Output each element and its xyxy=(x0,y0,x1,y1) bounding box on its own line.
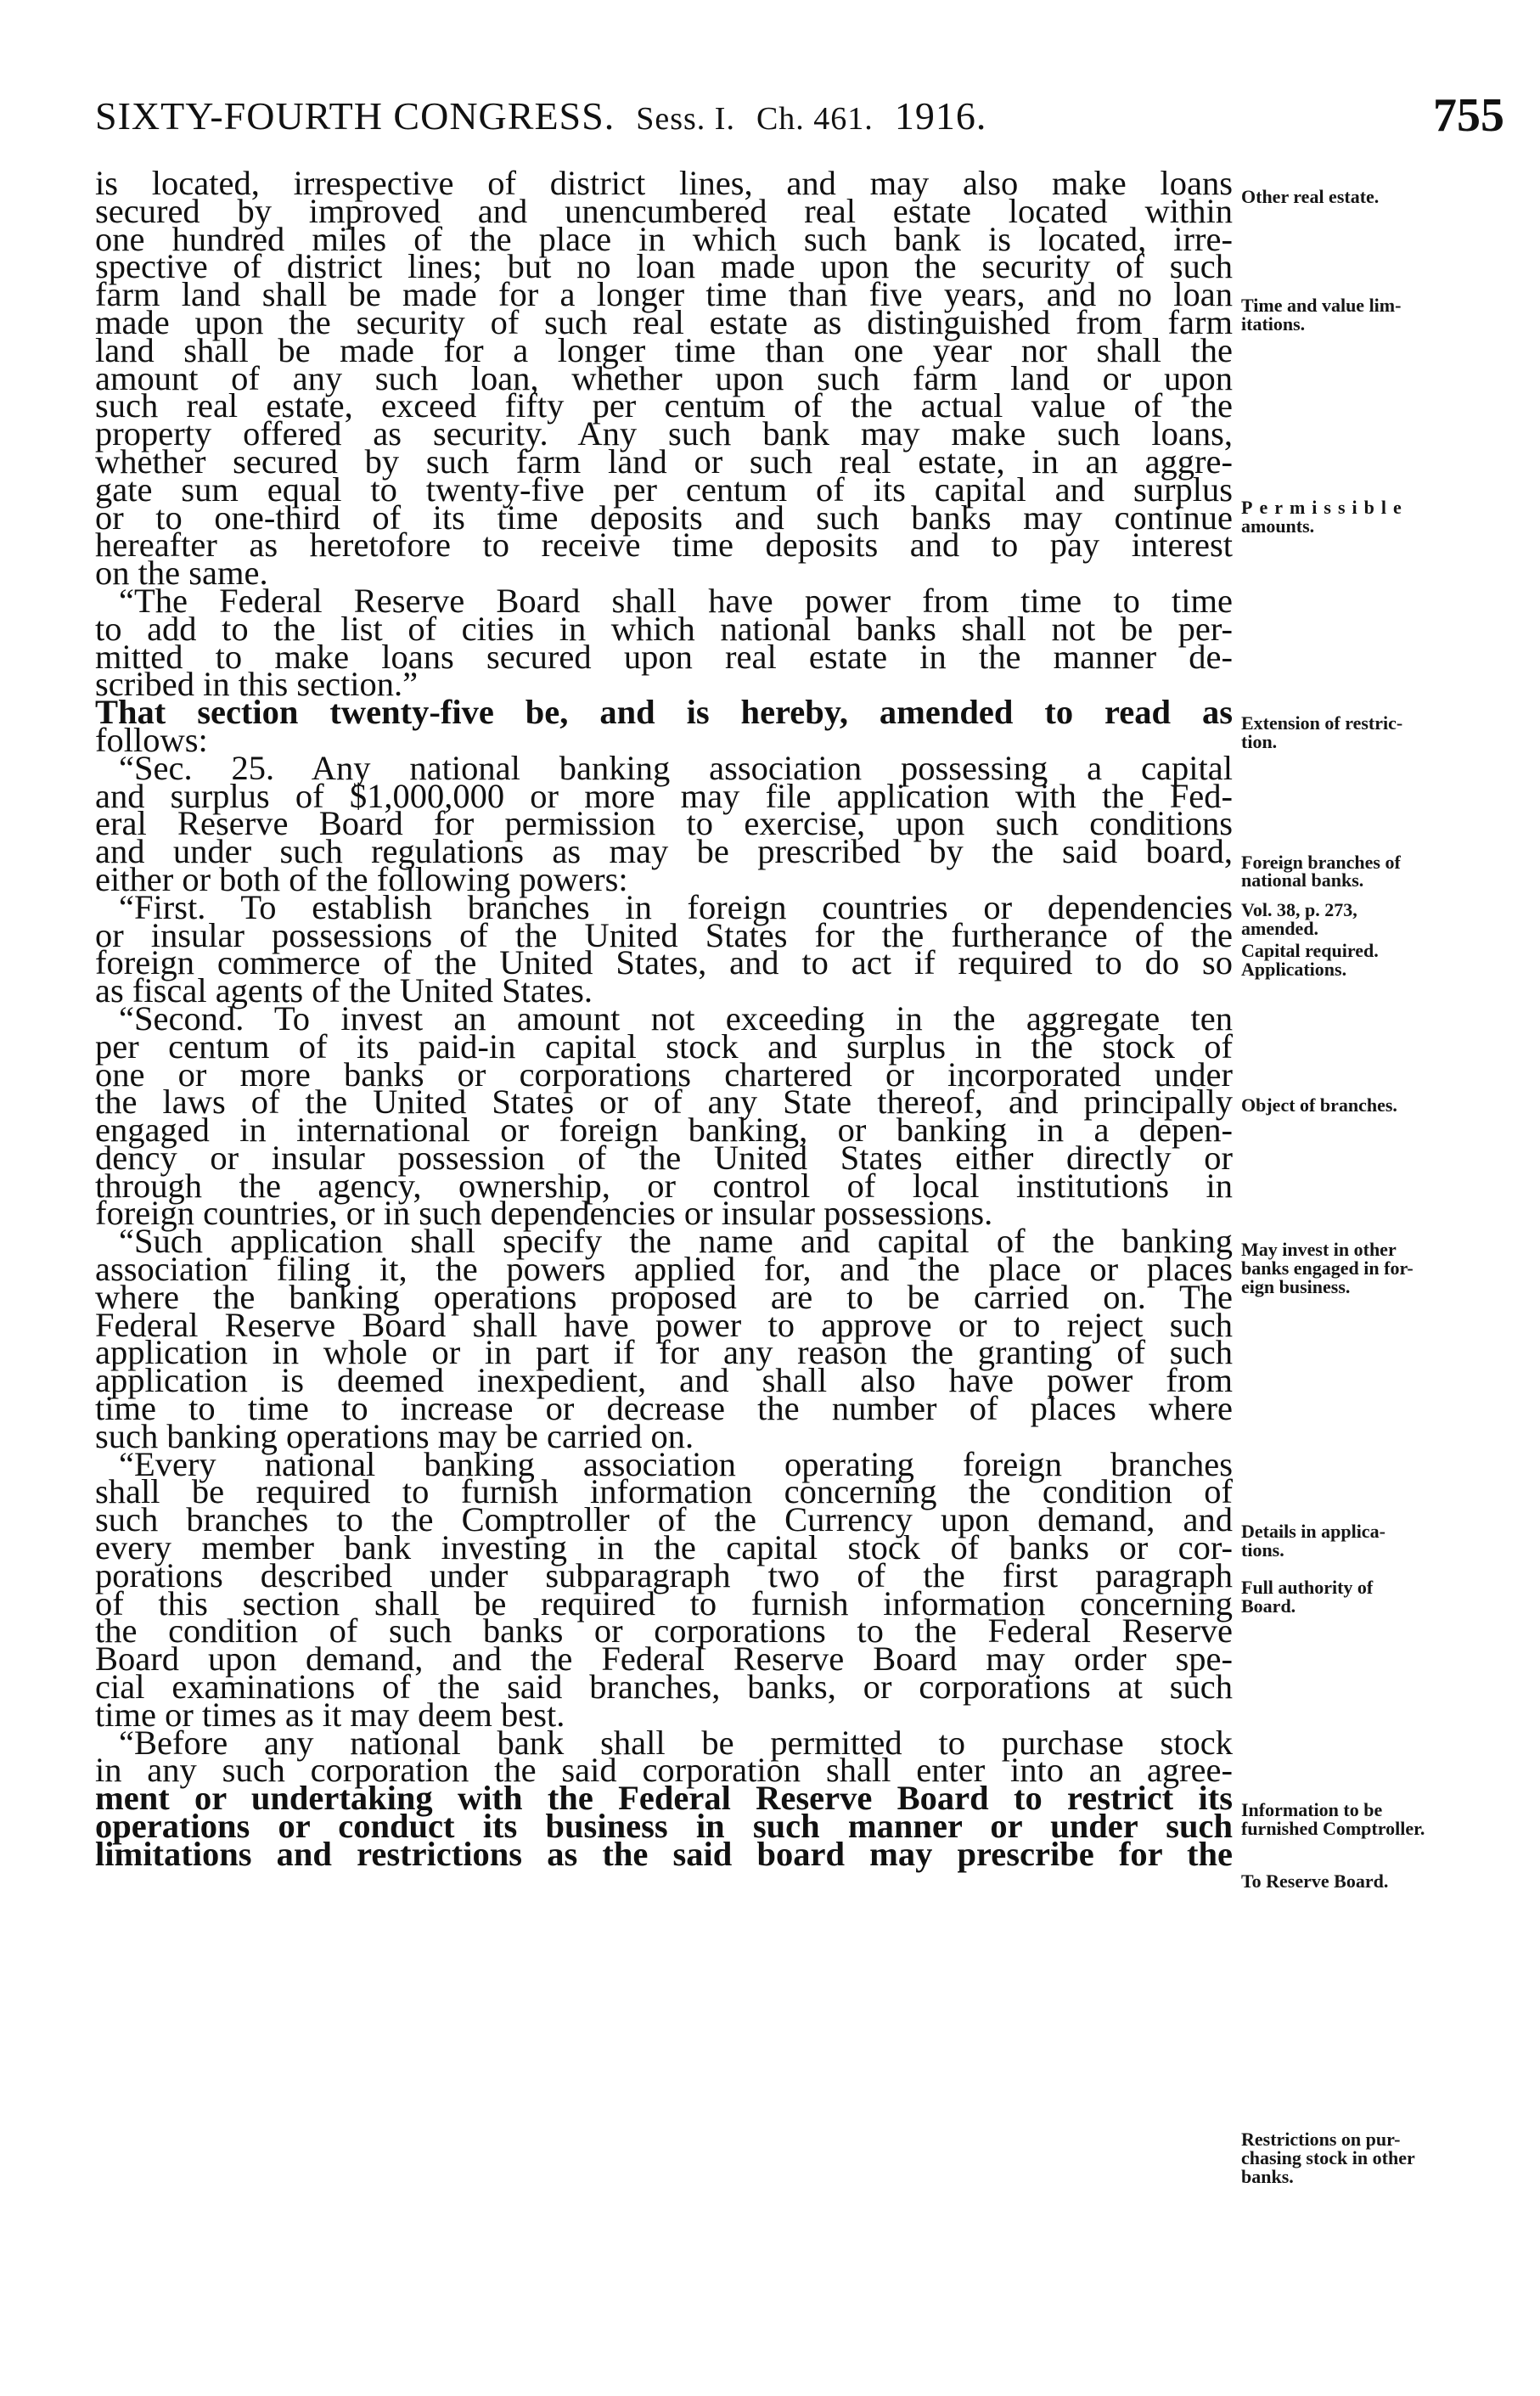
margin-note: banks. xyxy=(1241,2166,1294,2187)
text-line: or to one-third of its time deposits and such banks may continue xyxy=(95,498,1233,537)
text-line: as fiscal agents of the United States. xyxy=(95,971,593,1010)
margin-note: Board. xyxy=(1241,1595,1296,1617)
margin-note: Other real estate. xyxy=(1241,186,1380,207)
margin-note: tion. xyxy=(1241,731,1278,752)
text-line: property offered as security. Any such bank may make such loans, xyxy=(95,414,1233,453)
text-line: on the same. xyxy=(95,554,268,593)
chapter-label: Ch. 461. xyxy=(756,101,874,137)
margin-note: Full authority of xyxy=(1241,1577,1374,1598)
text-line: Federal Reserve Board shall have power to approve or to reject such xyxy=(95,1305,1233,1344)
text-line: to add to the list of cities in which national banks shall not be per- xyxy=(95,609,1233,648)
text-line: the condition of such banks or corporations to the Federal Reserve xyxy=(95,1611,1233,1651)
text-line: “Such application shall specify the name and capital of the banking xyxy=(119,1222,1233,1261)
margin-note: Vol. 38, p. 273, xyxy=(1241,899,1357,920)
text-line: application is deemed inexpedient, and shall also have power from xyxy=(95,1361,1233,1400)
session-label: Sess. I. xyxy=(636,101,735,137)
text-line: ment or undertaking with the Federal Reserve Board to restrict its xyxy=(95,1779,1233,1818)
text-line: “The Federal Reserve Board shall have power from time to time xyxy=(119,581,1233,620)
text-line: through the agency, ownership, or control of local institutions in xyxy=(95,1166,1233,1205)
text-line: “Second. To invest an amount not exceeding in the aggregate ten xyxy=(119,998,1233,1038)
text-line: engaged in international or foreign banking, or banking in a depen- xyxy=(95,1111,1233,1150)
text-line: or insular possessions of the United States for the furtherance of the xyxy=(95,915,1233,954)
text-line: either or both of the following powers: xyxy=(95,859,628,898)
text-line: one hundred miles of the place in which such bank is located, irre- xyxy=(95,219,1233,258)
margin-note: Information to be xyxy=(1241,1799,1383,1820)
running-header xyxy=(95,85,1504,153)
margin-note: Details in applica- xyxy=(1241,1521,1385,1542)
text-line: follows: xyxy=(95,720,208,759)
text-line: mitted to make loans secured upon real estate in the manner de- xyxy=(95,637,1233,676)
margin-note: Permissible xyxy=(1241,497,1408,518)
margin-note: furnished Comptroller. xyxy=(1241,1818,1425,1839)
text-line: time or times as it may deem best. xyxy=(95,1695,565,1734)
text-line: porations described under subparagraph two of the first paragraph xyxy=(95,1555,1233,1595)
text-line: foreign commerce of the United States, and to act if required to do so xyxy=(95,943,1233,982)
text-line: in any such corporation the said corporation shall enter into an agree- xyxy=(95,1751,1233,1790)
text-line: such real estate, exceed fifty per centum of the actual value of the xyxy=(95,386,1233,425)
text-line: of this section shall be required to furnish information concerning xyxy=(95,1583,1233,1623)
text-line: secured by improved and unencumbered real estate located within xyxy=(95,191,1233,230)
margin-note: May invest in other xyxy=(1241,1239,1397,1260)
margin-note: amounts. xyxy=(1241,515,1315,537)
text-line: per centum of its paid-in capital stock and surplus in the stock of xyxy=(95,1026,1233,1066)
margin-note: itations. xyxy=(1241,313,1306,335)
congress-label: SIXTY-FOURTH CONGRESS. xyxy=(95,94,615,138)
text-line: application in whole or in part if for any reason the granting of such xyxy=(95,1333,1233,1372)
text-line: association filing it, the powers applied for, and the place or places xyxy=(95,1250,1233,1289)
margin-note: Object of branches. xyxy=(1241,1094,1397,1116)
margin-note: Extension of restric- xyxy=(1241,712,1403,734)
text-line: limitations and restrictions as the said board may prescribe for the xyxy=(95,1834,1233,1873)
text-line: “Every national banking association operating foreign branches xyxy=(119,1444,1233,1483)
text-line: spective of district lines; but no loan made upon the security of such xyxy=(95,247,1233,286)
text-line: “Before any national bank shall be permitted to purchase stock xyxy=(119,1723,1233,1762)
text-line: scribed in this section.” xyxy=(95,665,419,704)
text-line: land shall be made for a longer time than one year nor shall the xyxy=(95,330,1233,369)
text-line: every member bank investing in the capital stock of banks or cor- xyxy=(95,1528,1233,1567)
text-line: farm land shall be made for a longer time than five years, and no loan xyxy=(95,275,1233,314)
page-number: 755 xyxy=(1433,89,1504,142)
margin-note: To Reserve Board. xyxy=(1241,1870,1389,1892)
margin-note: amended. xyxy=(1241,918,1319,939)
text-line: is located, irrespective of district lines, and may also make loans xyxy=(95,164,1233,202)
text-line: amount of any such loan, whether upon such farm land or upon xyxy=(95,358,1233,397)
text-line: such branches to the Comptroller of the Currency upon demand, and xyxy=(95,1500,1233,1539)
margin-note: national banks. xyxy=(1241,869,1364,891)
text-line: the laws of the United States or of any State thereof, and principally xyxy=(95,1083,1233,1122)
body-text xyxy=(95,164,1233,1873)
text-line: operations or conduct its business in such manner or under such xyxy=(95,1807,1233,1846)
margin-note: tions. xyxy=(1241,1539,1284,1561)
text-line: cial examinations of the said branches, banks, or corporations at such xyxy=(95,1668,1233,1707)
text-line: dency or insular possession of the United States either directly or xyxy=(95,1138,1233,1177)
text-line: Board upon demand, and the Federal Reserve Board may order spe- xyxy=(95,1640,1233,1679)
year-label: 1916. xyxy=(894,94,987,138)
text-line: “First. To establish branches in foreign countries or dependencies xyxy=(119,887,1233,926)
text-line: foreign countries, or in such dependencies or insular possessions. xyxy=(95,1194,993,1233)
text-line: whether secured by such farm land or such real estate, in an aggre- xyxy=(95,442,1233,481)
margin-note: eign business. xyxy=(1241,1276,1351,1297)
margin-note: Capital required. xyxy=(1241,940,1379,961)
text-line: time to time to increase or decrease the number of places where xyxy=(95,1389,1233,1428)
text-line: gate sum equal to twenty-five per centum of its capital and surplus xyxy=(95,470,1233,509)
margin-note: Restrictions on pur- xyxy=(1241,2129,1401,2150)
margin-note: Time and value lim- xyxy=(1241,295,1402,316)
text-line: and under such regulations as may be prescribed by the said board, xyxy=(95,832,1233,871)
text-line: such banking operations may be carried on. xyxy=(95,1416,694,1455)
text-line: “Sec. 25. Any national banking association possessing a capital xyxy=(119,748,1233,787)
text-line: one or more banks or corporations chartered or incorporated under xyxy=(95,1055,1233,1094)
text-line: hereafter as heretofore to receive time deposits and to pay interest xyxy=(95,526,1233,565)
text-line: That section twenty-five be, and is hereby, amended to read as xyxy=(95,693,1233,732)
text-line: and surplus of $1,000,000 or more may file application with the Fed- xyxy=(95,776,1233,815)
text-line: where the banking operations proposed are to be carried on. The xyxy=(95,1277,1233,1316)
running-head xyxy=(95,93,986,138)
margin-note: Applications. xyxy=(1241,959,1347,980)
margin-note: chasing stock in other xyxy=(1241,2147,1415,2168)
text-line: eral Reserve Board for permission to exercise, upon such conditions xyxy=(95,804,1233,843)
margin-note: banks engaged in for- xyxy=(1241,1257,1414,1279)
margin-note: Foreign branches of xyxy=(1241,852,1401,873)
text-line: shall be required to furnish information concerning the condition of xyxy=(95,1472,1233,1511)
text-line: made upon the security of such real estate as distinguished from farm xyxy=(95,302,1233,341)
